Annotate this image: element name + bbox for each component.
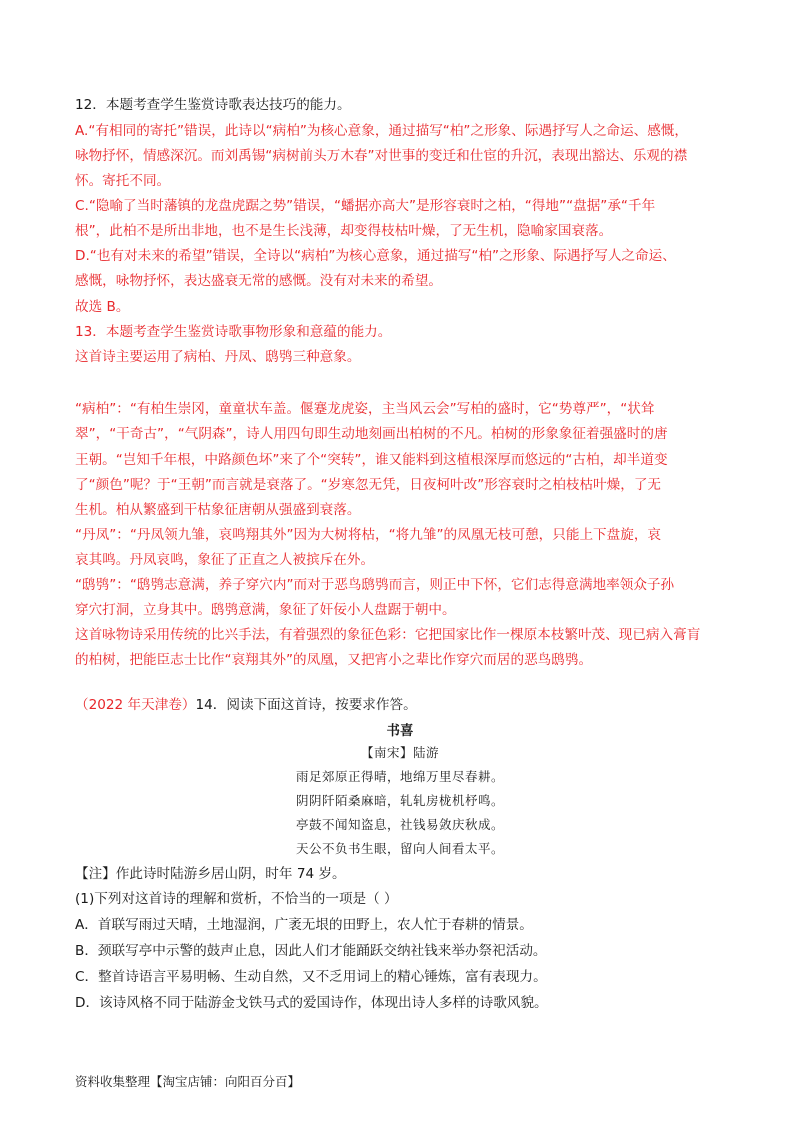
- q13-heading: 13．本题考查学生鉴赏诗歌事物形象和意蕴的能力。: [75, 324, 392, 340]
- q14-header: [75, 695, 417, 715]
- q14-question: (1)下列对这首诗的理解和赏析，不恰当的一项是（ ）: [75, 891, 398, 907]
- q14-option-b: B．颈联写亭中示警的鼓声止息，因此人们才能踊跃交纳社钱来举办祭祀活动。: [75, 943, 547, 959]
- q13-detail-line: 生机。柏从繁盛到干枯象征唐朝从强盛到衰落。: [75, 502, 361, 518]
- q12-option-d-line2: 感慨，咏物抒怀，表达盛衰无常的感慨。没有对未来的希望。: [75, 273, 443, 289]
- q12-option-a-line2: 咏物抒怀，情感深沉。而刘禹锡“病树前头万木春”对世事的变迁和仕宦的升沉，表现出豁达、乐观的襟: [75, 148, 688, 164]
- poem-line: 雨足郊原正得晴，地绵万里尽春耕。: [295, 769, 504, 784]
- q13-detail-line: 翠”，“干奇古”，“气阴森”，诗人用四句即生动地刻画出柏树的不凡。柏树的形象象征着强盛时的唐: [75, 426, 668, 442]
- q12-option-a-line3: 怀。寄托不同。: [75, 173, 171, 189]
- q13-detail-line: “病柏”：“有柏生崇冈，童童状车盖。偃蹇龙虎姿，主当风云会”写柏的盛时，它“势尊严”，“状耸: [75, 401, 655, 417]
- poem-line: 阴阴阡陌桑麻暗，轧轧房栊机杼鸣。: [295, 793, 504, 808]
- q12-option-a-line1: A.“有相同的寄托”错误，此诗以“病柏”为核心意象，通过描写“柏”之形象、际遇抒写人之命运、感慨，: [75, 123, 688, 139]
- q13-detail-line: 了“颜色”呢？于“王朝”而言就是衰落了。“岁寒忽无凭，日夜柯叶改”形容衰时之柏枝枯叶燥，了无: [75, 477, 662, 493]
- q13-detail-line: “丹凤”：“丹凤领九雏，哀鸣翔其外”因为大树将枯，“将九雏”的凤凰无枝可憩，只能上下盘旋，哀: [75, 527, 662, 543]
- poem-title: 书喜: [386, 723, 414, 739]
- q12-answer: 故选 B。: [75, 299, 130, 315]
- poem-line: 亭鼓不闻知盗息，社钱易敛庆秋成。: [295, 817, 504, 832]
- poem-note: 【注】作此诗时陆游乡居山阴，时年 74 岁。: [75, 866, 346, 882]
- q13-detail-line: 这首咏物诗采用传统的比兴手法，有着强烈的象征色彩：它把国家比作一棵原本枝繁叶茂、现已病入膏肓: [75, 627, 701, 643]
- poem-author: 【南宋】陆游: [360, 745, 439, 760]
- q12-option-c-line2: 根”，此柏不是所出非地，也不是生长浅薄，却变得枝枯叶燥，了无生机，隐喻家国衰落。: [75, 223, 613, 239]
- q14-option-c: C．整首诗语言平易明畅、生动自然，又不乏用词上的精心锤炼，富有表现力。: [75, 969, 547, 985]
- q13-detail-line: 的柏树，把能臣志士比作“哀翔其外”的凤凰，又把宵小之辈比作穿穴而居的恶鸟鸱鸮。: [75, 652, 593, 668]
- q14-option-a: A．首联写雨过天晴，土地湿润，广袤无垠的田野上，农人忙于春耕的情景。: [75, 917, 533, 933]
- q14-intro: 14．阅读下面这首诗，按要求作答。: [195, 697, 417, 713]
- poem-line: 天公不负书生眼，留向人间看太平。: [295, 841, 504, 856]
- q13-detail-line: “鸱鸮”：“鸱鸮志意满，养子穿穴内”而对于恶鸟鸱鸮而言，则正中下怀，它们志得意满地率领众子孙: [75, 577, 675, 593]
- q12-heading: 12．本题考查学生鉴赏诗歌表达技巧的能力。: [75, 97, 351, 113]
- q12-option-d-line1: D.“也有对未来的希望”错误，全诗以“病柏”为核心意象，通过描写“柏”之形象、际遇抒写人之命运、: [75, 248, 676, 264]
- q13-summary: 这首诗主要运用了病柏、丹凤、鸱鸮三种意象。: [75, 349, 361, 365]
- q13-detail-line: 王朝。“岂知千年根，中路颜色坏”来了个“突转”，谁又能料到这植根深厚而悠远的“古柏，却半道变: [75, 452, 668, 468]
- page-footer: 资料收集整理【淘宝店铺：向阳百分百】: [75, 1074, 301, 1089]
- q14-option-d: D．该诗风格不同于陆游金戈铁马式的爱国诗作，体现出诗人多样的诗歌风貌。: [75, 995, 548, 1011]
- q13-detail-line: 哀其鸣。丹凤哀鸣，象征了正直之人被摈斥在外。: [75, 552, 375, 568]
- q12-option-c-line1: C.“隐喻了当时藩镇的龙盘虎踞之势”错误，“蟠据亦高大”是形容衰时之柏，“得地”“盘据”承“千年: [75, 198, 656, 214]
- q13-detail-line: 穿穴打洞，立身其中。鸱鸮意满，象征了奸佞小人盘踞于朝中。: [75, 602, 456, 618]
- q14-source: （2022 年天津卷）: [75, 697, 196, 713]
